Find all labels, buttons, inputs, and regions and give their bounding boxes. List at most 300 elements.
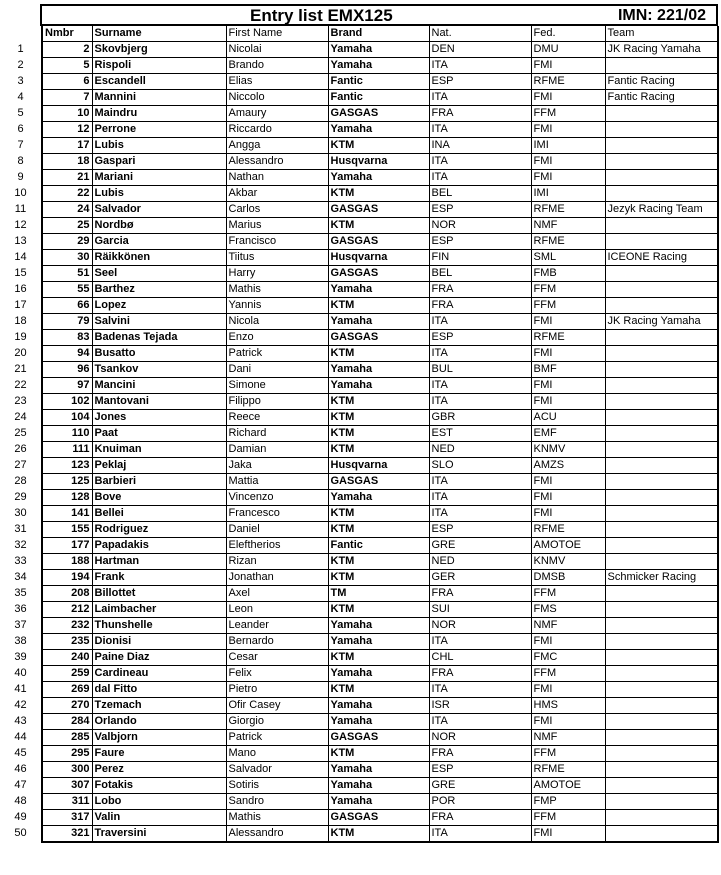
rider-first-name: Patrick — [226, 730, 328, 746]
rider-brand: GASGAS — [328, 234, 429, 250]
rider-number: 24 — [42, 202, 92, 218]
rider-nationality: FRA — [429, 666, 531, 682]
rider-federation: FMI — [531, 826, 605, 843]
table-row — [0, 650, 718, 666]
rider-number: 25 — [42, 218, 92, 234]
rider-federation: KNMV — [531, 554, 605, 570]
row-index: 10 — [0, 186, 42, 202]
rider-federation: KNMV — [531, 442, 605, 458]
rider-number: 97 — [42, 378, 92, 394]
rider-federation: FFM — [531, 282, 605, 298]
row-index: 4 — [0, 90, 42, 106]
rider-federation: NMF — [531, 730, 605, 746]
row-index: 22 — [0, 378, 42, 394]
rider-team — [605, 794, 718, 810]
rider-federation: AMZS — [531, 458, 605, 474]
rider-federation: AMOTOE — [531, 778, 605, 794]
col-header-team: Team — [605, 26, 718, 42]
row-index: 38 — [0, 634, 42, 650]
table-row — [0, 442, 718, 458]
rider-nationality: EST — [429, 426, 531, 442]
rider-number: 5 — [42, 58, 92, 74]
rider-team — [605, 666, 718, 682]
table-row — [0, 538, 718, 554]
rider-brand: Husqvarna — [328, 250, 429, 266]
table-row — [0, 250, 718, 266]
rider-team — [605, 346, 718, 362]
rider-surname: Lobo — [92, 794, 226, 810]
rider-brand: Yamaha — [328, 42, 429, 58]
rider-number: 94 — [42, 346, 92, 362]
row-index: 30 — [0, 506, 42, 522]
rider-first-name: Dani — [226, 362, 328, 378]
rider-brand: KTM — [328, 186, 429, 202]
col-header-nmbr: Nmbr — [42, 26, 92, 42]
title-row — [40, 4, 718, 26]
rider-brand: GASGAS — [328, 106, 429, 122]
table-row — [0, 762, 718, 778]
rider-surname: Nordbø — [92, 218, 226, 234]
rider-team — [605, 730, 718, 746]
rider-surname: Faure — [92, 746, 226, 762]
rider-first-name: Brando — [226, 58, 328, 74]
rider-federation: FMC — [531, 650, 605, 666]
rider-surname: Valbjorn — [92, 730, 226, 746]
row-index: 37 — [0, 618, 42, 634]
rider-team — [605, 138, 718, 154]
rider-federation: NMF — [531, 618, 605, 634]
rider-brand: Yamaha — [328, 714, 429, 730]
rider-number: 17 — [42, 138, 92, 154]
rider-team — [605, 554, 718, 570]
rider-team — [605, 234, 718, 250]
rider-nationality: ITA — [429, 826, 531, 843]
rider-surname: Barbieri — [92, 474, 226, 490]
rider-number: 259 — [42, 666, 92, 682]
rider-brand: GASGAS — [328, 202, 429, 218]
row-index: 2 — [0, 58, 42, 74]
rider-number: 12 — [42, 122, 92, 138]
row-index: 35 — [0, 586, 42, 602]
rider-surname: Paat — [92, 426, 226, 442]
rider-team — [605, 634, 718, 650]
rider-number: 141 — [42, 506, 92, 522]
rider-brand: Yamaha — [328, 170, 429, 186]
table-row — [0, 698, 718, 714]
rider-federation: RFME — [531, 202, 605, 218]
page-title: Entry list EMX125 — [250, 6, 393, 25]
rider-team: Schmicker Racing — [605, 570, 718, 586]
table-row — [0, 634, 718, 650]
row-index: 42 — [0, 698, 42, 714]
rider-nationality: ITA — [429, 714, 531, 730]
rider-first-name: Tiitus — [226, 250, 328, 266]
rider-surname: Mancini — [92, 378, 226, 394]
rider-first-name: Jonathan — [226, 570, 328, 586]
rider-federation: FFM — [531, 106, 605, 122]
rider-brand: Yamaha — [328, 362, 429, 378]
rider-federation: DMSB — [531, 570, 605, 586]
rider-first-name: Carlos — [226, 202, 328, 218]
rider-brand: KTM — [328, 554, 429, 570]
rider-first-name: Giorgio — [226, 714, 328, 730]
col-header-first-name: First Name — [226, 26, 328, 42]
rider-brand: Yamaha — [328, 122, 429, 138]
rider-federation: NMF — [531, 218, 605, 234]
row-index: 50 — [0, 826, 42, 843]
rider-team — [605, 122, 718, 138]
rider-team — [605, 362, 718, 378]
rider-first-name: Francesco — [226, 506, 328, 522]
rider-nationality: ITA — [429, 682, 531, 698]
rider-nationality: FRA — [429, 810, 531, 826]
rider-brand: TM — [328, 586, 429, 602]
rider-surname: Jones — [92, 410, 226, 426]
rider-first-name: Filippo — [226, 394, 328, 410]
row-index: 12 — [0, 218, 42, 234]
rider-team — [605, 106, 718, 122]
table-row — [0, 154, 718, 170]
rider-number: 208 — [42, 586, 92, 602]
rider-surname: Bove — [92, 490, 226, 506]
rider-number: 21 — [42, 170, 92, 186]
rider-nationality: ITA — [429, 90, 531, 106]
rider-surname: Frank — [92, 570, 226, 586]
rider-surname: Mariani — [92, 170, 226, 186]
rider-surname: Lopez — [92, 298, 226, 314]
rider-nationality: FRA — [429, 746, 531, 762]
rider-surname: Gaspari — [92, 154, 226, 170]
rider-first-name: Riccardo — [226, 122, 328, 138]
rider-number: 66 — [42, 298, 92, 314]
rider-team — [605, 602, 718, 618]
row-index: 29 — [0, 490, 42, 506]
row-index: 39 — [0, 650, 42, 666]
rider-nationality: ITA — [429, 346, 531, 362]
table-row — [0, 362, 718, 378]
rider-surname: Fotakis — [92, 778, 226, 794]
rider-team — [605, 698, 718, 714]
row-index: 40 — [0, 666, 42, 682]
row-index: 23 — [0, 394, 42, 410]
rider-surname: Perez — [92, 762, 226, 778]
rider-federation: RFME — [531, 330, 605, 346]
row-index: 17 — [0, 298, 42, 314]
table-row — [0, 554, 718, 570]
rider-number: 123 — [42, 458, 92, 474]
rider-nationality: FRA — [429, 586, 531, 602]
rider-nationality: FIN — [429, 250, 531, 266]
rider-brand: GASGAS — [328, 330, 429, 346]
rider-federation: FFM — [531, 746, 605, 762]
rider-first-name: Niccolo — [226, 90, 328, 106]
rider-first-name: Jaka — [226, 458, 328, 474]
rider-federation: ACU — [531, 410, 605, 426]
rider-nationality: BEL — [429, 266, 531, 282]
rider-nationality: GRE — [429, 778, 531, 794]
rider-team — [605, 650, 718, 666]
rider-surname: Paine Diaz — [92, 650, 226, 666]
rider-federation: FMI — [531, 506, 605, 522]
rider-first-name: Axel — [226, 586, 328, 602]
rider-surname: Thunshelle — [92, 618, 226, 634]
rider-brand: KTM — [328, 650, 429, 666]
rider-brand: GASGAS — [328, 810, 429, 826]
rider-first-name: Mano — [226, 746, 328, 762]
rider-nationality: ISR — [429, 698, 531, 714]
rider-nationality: FRA — [429, 282, 531, 298]
rider-brand: Yamaha — [328, 634, 429, 650]
rider-federation: FFM — [531, 586, 605, 602]
rider-federation: RFME — [531, 522, 605, 538]
rider-surname: Salvini — [92, 314, 226, 330]
row-index: 7 — [0, 138, 42, 154]
rider-nationality: BUL — [429, 362, 531, 378]
rider-brand: Yamaha — [328, 666, 429, 682]
rider-number: 83 — [42, 330, 92, 346]
rider-federation: FMI — [531, 346, 605, 362]
rider-nationality: NED — [429, 554, 531, 570]
rider-first-name: Rizan — [226, 554, 328, 570]
rider-team — [605, 298, 718, 314]
table-row — [0, 602, 718, 618]
rider-team — [605, 810, 718, 826]
table-row — [0, 330, 718, 346]
rider-federation: FMI — [531, 90, 605, 106]
rider-federation: SML — [531, 250, 605, 266]
rider-federation: FMP — [531, 794, 605, 810]
rider-first-name: Patrick — [226, 346, 328, 362]
rider-number: 29 — [42, 234, 92, 250]
rider-number: 30 — [42, 250, 92, 266]
rider-surname: Bellei — [92, 506, 226, 522]
rider-team — [605, 394, 718, 410]
rider-brand: KTM — [328, 218, 429, 234]
table-row — [0, 218, 718, 234]
rider-surname: Salvador — [92, 202, 226, 218]
col-header-fed: Fed. — [531, 26, 605, 42]
table-row — [0, 394, 718, 410]
rider-federation: HMS — [531, 698, 605, 714]
rider-number: 321 — [42, 826, 92, 843]
rider-number: 300 — [42, 762, 92, 778]
rider-number: 177 — [42, 538, 92, 554]
rider-team — [605, 426, 718, 442]
row-index: 9 — [0, 170, 42, 186]
rider-federation: FMI — [531, 58, 605, 74]
rider-federation: FMI — [531, 170, 605, 186]
rider-number: 51 — [42, 266, 92, 282]
rider-team — [605, 762, 718, 778]
rider-team — [605, 458, 718, 474]
rider-nationality: FRA — [429, 106, 531, 122]
rider-surname: Busatto — [92, 346, 226, 362]
rider-surname: Peklaj — [92, 458, 226, 474]
rider-federation: IMI — [531, 138, 605, 154]
rider-team: JK Racing Yamaha — [605, 42, 718, 58]
rider-number: 128 — [42, 490, 92, 506]
rider-first-name: Alessandro — [226, 826, 328, 843]
rider-nationality: ESP — [429, 202, 531, 218]
table-row — [0, 58, 718, 74]
rider-federation: FFM — [531, 666, 605, 682]
rider-first-name: Simone — [226, 378, 328, 394]
rider-team — [605, 538, 718, 554]
rider-team — [605, 378, 718, 394]
rider-nationality: NOR — [429, 618, 531, 634]
rider-team — [605, 522, 718, 538]
rider-first-name: Harry — [226, 266, 328, 282]
rider-team — [605, 618, 718, 634]
rider-federation: FMI — [531, 122, 605, 138]
table-row — [0, 410, 718, 426]
table-row — [0, 490, 718, 506]
row-index: 14 — [0, 250, 42, 266]
rider-federation: BMF — [531, 362, 605, 378]
rider-surname: Knuiman — [92, 442, 226, 458]
rider-team: JK Racing Yamaha — [605, 314, 718, 330]
rider-brand: KTM — [328, 682, 429, 698]
rider-first-name: Marius — [226, 218, 328, 234]
rider-brand: Yamaha — [328, 378, 429, 394]
rider-first-name: Sandro — [226, 794, 328, 810]
table-row — [0, 106, 718, 122]
rider-nationality: ITA — [429, 474, 531, 490]
rider-team — [605, 682, 718, 698]
table-row — [0, 346, 718, 362]
rider-brand: GASGAS — [328, 474, 429, 490]
row-index: 45 — [0, 746, 42, 762]
rider-brand: KTM — [328, 298, 429, 314]
rider-federation: FMI — [531, 314, 605, 330]
table-row — [0, 618, 718, 634]
table-row — [0, 282, 718, 298]
table-row — [0, 810, 718, 826]
rider-number: 22 — [42, 186, 92, 202]
rider-surname: Räikkönen — [92, 250, 226, 266]
table-row — [0, 202, 718, 218]
rider-surname: Valin — [92, 810, 226, 826]
rider-federation: FMI — [531, 490, 605, 506]
rider-nationality: NOR — [429, 218, 531, 234]
row-index: 41 — [0, 682, 42, 698]
rider-surname: Tsankov — [92, 362, 226, 378]
row-index: 32 — [0, 538, 42, 554]
table-row — [0, 458, 718, 474]
rider-surname: Mantovani — [92, 394, 226, 410]
rider-first-name: Sotiris — [226, 778, 328, 794]
rider-team — [605, 746, 718, 762]
rider-first-name: Amaury — [226, 106, 328, 122]
rider-number: 295 — [42, 746, 92, 762]
rider-surname: Escandell — [92, 74, 226, 90]
rider-federation: RFME — [531, 74, 605, 90]
rider-team: Fantic Racing — [605, 74, 718, 90]
row-index: 8 — [0, 154, 42, 170]
rider-number: 235 — [42, 634, 92, 650]
rider-number: 111 — [42, 442, 92, 458]
row-index: 49 — [0, 810, 42, 826]
rider-team — [605, 282, 718, 298]
row-index: 28 — [0, 474, 42, 490]
row-index: 6 — [0, 122, 42, 138]
rider-federation: RFME — [531, 762, 605, 778]
rider-surname: Badenas Tejada — [92, 330, 226, 346]
rider-team: ICEONE Racing — [605, 250, 718, 266]
table-row — [0, 170, 718, 186]
rider-number: 270 — [42, 698, 92, 714]
table-row — [0, 714, 718, 730]
rider-number: 79 — [42, 314, 92, 330]
table-row — [0, 586, 718, 602]
table-row — [0, 730, 718, 746]
rider-nationality: ITA — [429, 634, 531, 650]
rider-nationality: ITA — [429, 506, 531, 522]
rider-federation: EMF — [531, 426, 605, 442]
rider-brand: GASGAS — [328, 266, 429, 282]
rider-federation: FMB — [531, 266, 605, 282]
rider-nationality: ITA — [429, 314, 531, 330]
rider-federation: FMI — [531, 634, 605, 650]
rider-brand: KTM — [328, 442, 429, 458]
header-row — [0, 26, 718, 42]
rider-number: 232 — [42, 618, 92, 634]
rider-brand: Yamaha — [328, 794, 429, 810]
rider-number: 311 — [42, 794, 92, 810]
rider-first-name: Mathis — [226, 810, 328, 826]
rider-nationality: ITA — [429, 378, 531, 394]
rider-first-name: Daniel — [226, 522, 328, 538]
rider-surname: Perrone — [92, 122, 226, 138]
rider-team — [605, 410, 718, 426]
rider-surname: Lubis — [92, 186, 226, 202]
rider-number: 240 — [42, 650, 92, 666]
rider-brand: KTM — [328, 394, 429, 410]
rider-number: 10 — [42, 106, 92, 122]
rider-team — [605, 490, 718, 506]
rider-first-name: Bernardo — [226, 634, 328, 650]
col-header-surname: Surname — [92, 26, 226, 42]
row-index: 15 — [0, 266, 42, 282]
row-index: 46 — [0, 762, 42, 778]
row-index-header — [0, 26, 42, 42]
rider-team: Fantic Racing — [605, 90, 718, 106]
rider-number: 102 — [42, 394, 92, 410]
rider-surname: dal Fitto — [92, 682, 226, 698]
table-row — [0, 682, 718, 698]
rider-first-name: Mattia — [226, 474, 328, 490]
rider-number: 269 — [42, 682, 92, 698]
rider-nationality: SLO — [429, 458, 531, 474]
rider-nationality: ITA — [429, 154, 531, 170]
rider-brand: Fantic — [328, 538, 429, 554]
rider-surname: Cardineau — [92, 666, 226, 682]
rider-first-name: Salvador — [226, 762, 328, 778]
rider-brand: Yamaha — [328, 282, 429, 298]
rider-first-name: Vincenzo — [226, 490, 328, 506]
col-header-brand: Brand — [328, 26, 429, 42]
rider-number: 307 — [42, 778, 92, 794]
rider-brand: GASGAS — [328, 730, 429, 746]
rider-team — [605, 778, 718, 794]
rider-first-name: Elias — [226, 74, 328, 90]
entry-table — [0, 26, 719, 843]
row-index: 3 — [0, 74, 42, 90]
rider-brand: Yamaha — [328, 314, 429, 330]
table-row — [0, 474, 718, 490]
rider-surname: Billottet — [92, 586, 226, 602]
rider-nationality: ESP — [429, 522, 531, 538]
